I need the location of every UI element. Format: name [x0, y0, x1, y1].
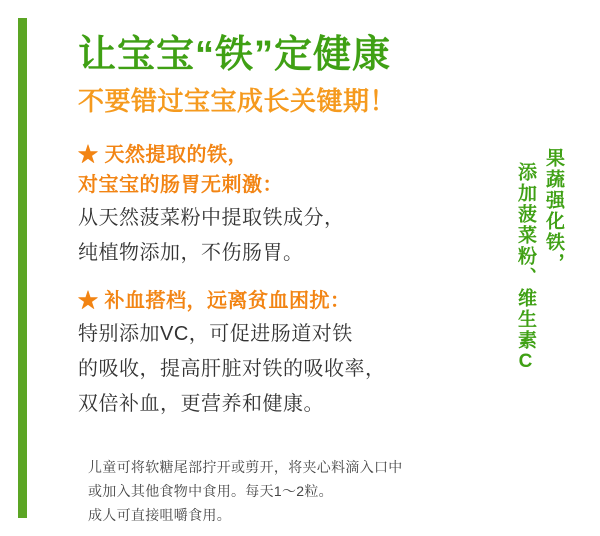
- vertical-text-right: 果蔬强化铁，: [543, 148, 564, 274]
- page-title: 让宝宝“铁”定健康: [78, 34, 392, 76]
- section-2-title-line-1: ★ 补血搭档，远离贫血困扰：: [78, 290, 351, 312]
- left-green-bar: [18, 18, 27, 518]
- section-1-title-line-2: 对宝宝的肠胃无刺激：: [78, 174, 283, 196]
- vertical-text-left: 添加菠菜粉、维生素C: [515, 162, 536, 374]
- vertical-caption-group: [514, 148, 564, 374]
- section-blood-support: [78, 286, 448, 421]
- section-2-body-line-1: 特别添加VC，可促进肠道对铁: [78, 323, 353, 345]
- usage-footnote: [88, 455, 488, 527]
- footnote-line-2: 或加入其他食物中食用。每天1～2粒。: [88, 483, 333, 499]
- footnote-line-1: 儿童可将软糖尾部拧开或剪开，将夹心料滴入口中: [88, 459, 403, 475]
- headline-block: [78, 32, 558, 118]
- section-natural-iron: [78, 140, 448, 270]
- section-1-body-line-1: 从天然菠菜粉中提取铁成分，: [78, 207, 345, 229]
- body-content: [78, 140, 448, 429]
- section-2-body-line-3: 双倍补血，更营养和健康。: [78, 393, 324, 415]
- footnote-line-3: 成人可直接咀嚼食用。: [88, 507, 231, 523]
- section-1-body-line-2: 纯植物添加，不伤肠胃。: [78, 242, 304, 264]
- section-1-title-line-1: ★ 天然提取的铁，: [78, 144, 249, 166]
- section-2-body-line-2: 的吸收，提高肝脏对铁的吸收率，: [78, 358, 386, 380]
- page-subtitle: 不要错过宝宝成长关键期！: [78, 86, 397, 116]
